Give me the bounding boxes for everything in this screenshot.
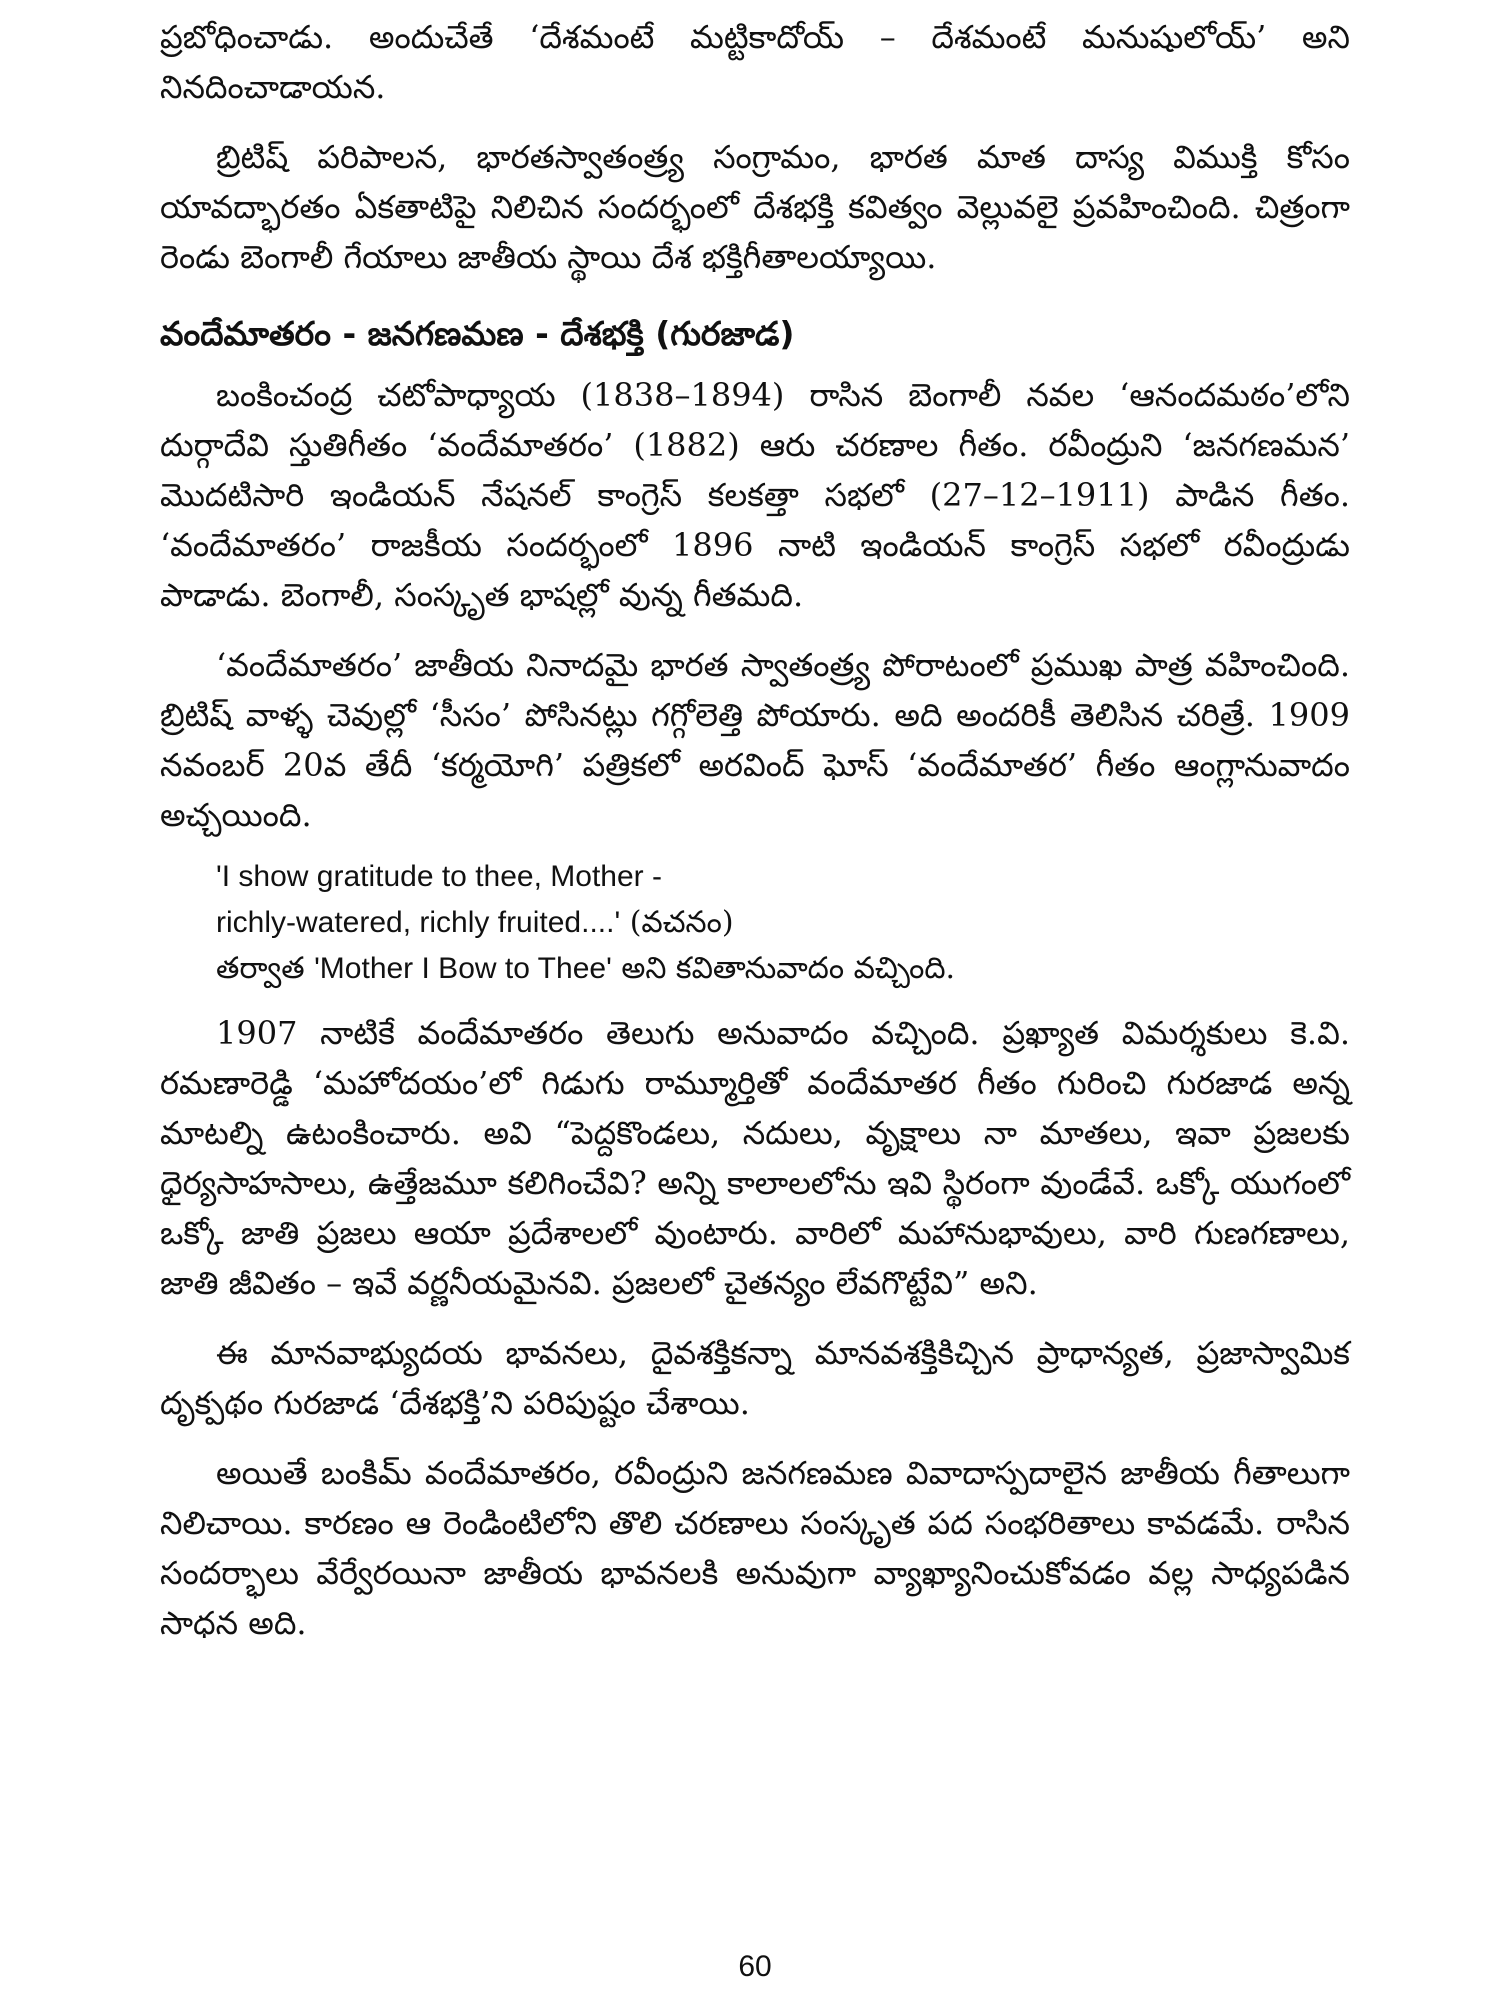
translation-quote	[216, 854, 1350, 992]
paragraph-controversy: అయితే బంకిమ్ వందేమాతరం, రవీంద్రుని జనగణమణ వివాదాస్పదాలైన జాతీయ గీతాలుగా నిలిచాయి. కారణం ఆ రెండింటిలోని తొలి చరణాలు సంస్కృత పద సంభరితాలు కావడమే. రాసిన సందర్భాలు వేర్వేరయినా జాతీయ భావనలకి అనువుగా వ్యాఖ్యానించుకోవడం వల్ల సాధ్యపడిన సాధన అది.	[160, 1454, 1350, 1642]
paragraph-continuation: ప్రబోధించాడు. అందుచేతే ‘దేశమంటే మట్టికాదోయ్ – దేశమంటే మనుషులోయ్’ అని నినదించాడాయన.	[160, 18, 1350, 106]
quote-line-3-suffix: అని కవితానువాదం వచ్చింది.	[611, 951, 956, 986]
paragraph-humanist-ideas: ఈ మానవాభ్యుదయ భావనలు, దైవశక్తికన్నా మానవశక్తికిచ్చిన ప్రాధాన్యత, ప్రజాస్వామిక దృక్పథం గురజాడ ‘దేశభక్తి’ని పరిపుష్టం చేశాయి.	[160, 1334, 1350, 1422]
quote-line-3-prefix: తర్వాత	[216, 951, 315, 986]
quote-line-3	[216, 946, 1350, 992]
section-heading: వందేమాతరం - జనగణమణ - దేశభక్తి (గురజాడ)	[160, 314, 795, 353]
paragraph-bankim: బంకించంద్ర చటోపాధ్యాయ (1838–1894) రాసిన బెంగాలీ నవల ‘ఆనందమఠం’లోని దుర్గాదేవి స్తుతిగీతం ‘వందేమాతరం’ (1882) ఆరు చరణాల గీతం. రవీంద్రుని ‘జనగణమన’ మొదటిసారి ఇండియన్ నేషనల్ కాంగ్రెస్ కలకత్తా సభలో (27–12–1911) పాడిన గీతం. ‘వందేమాతరం’ రాజకీయ సందర్భంలో 1896 నాటి ఇండియన్ కాంగ్రెస్ సభలో రవీంద్రుడు పాడాడు. బెంగాలీ, సంస్కృత భాషల్లో వున్న గీతమది.	[160, 376, 1350, 614]
paragraph-telugu-translation: 1907 నాటికే వందేమాతరం తెలుగు అనువాదం వచ్చింది. ప్రఖ్యాత విమర్శకులు కె.వి. రమణారెడ్డి ‘మహోదయం’లో గిడుగు రామ్మూర్తితో వందేమాతర గీతం గురించి గురజాడ అన్న మాటల్ని ఉటంకించారు. అవి “పెద్దకొండలు, నదులు, వృక్షాలు నా మాతలు, ఇవా ప్రజలకు ధైర్యసాహసాలు, ఉత్తేజమూ కలిగించేవి? అన్ని కాలాలలోను ఇవి స్థిరంగా వుండేవే. ఒక్కో యుగంలో ఒక్కో జాతి ప్రజలు ఆయా ప్రదేశాలలో వుంటారు. వారిలో మహానుభావులు, వారి గుణగణాలు, జాతి జీవితం – ఇవే వర్ణనీయమైనవి. ప్రజలలో చైతన్యం లేవగొట్టేవి” అని.	[160, 1014, 1350, 1302]
quote-line-1: 'I show gratitude to thee, Mother -	[216, 860, 662, 893]
quote-line-2-english: richly-watered, richly fruited....'	[216, 906, 621, 939]
book-page	[160, 12, 1350, 1987]
quote-line-2-telugu: (వచనం)	[620, 905, 734, 940]
paragraph-vandemataram-slogan: ‘వందేమాతరం’ జాతీయ నినాదమై భారత స్వాతంత్ర్య పోరాటంలో ప్రముఖ పాత్ర వహించింది. బ్రిటిష్ వాళ్ళ చెవుల్లో ‘సీసం’ పోసినట్లు గగ్గోలెత్తి పోయారు. అది అందరికీ తెలిసిన చరిత్రే. 1909 నవంబర్ 20వ తేదీ ‘కర్మయోగి’ పత్రికలో అరవింద్ ఘోస్ ‘వందేమాతర’ గీతం ఆంగ్లానువాదం అచ్చయింది.	[160, 646, 1350, 834]
paragraph-british-rule: బ్రిటిష్ పరిపాలన, భారతస్వాతంత్ర్య సంగ్రామం, భారత మాత దాస్య విముక్తి కోసం యావద్భారతం ఏకతాటిపై నిలిచిన సందర్భంలో దేశభక్తి కవిత్వం వెల్లువలై ప్రవహించింది. చిత్రంగా రెండు బెంగాలీ గేయాలు జాతీయ స్థాయి దేశ భక్తిగీతాలయ్యాయి.	[160, 138, 1350, 276]
quote-line-2	[216, 900, 1350, 946]
page-number: 60	[738, 1950, 772, 1983]
quote-line-3-english: 'Mother I Bow to Thee'	[314, 952, 612, 985]
